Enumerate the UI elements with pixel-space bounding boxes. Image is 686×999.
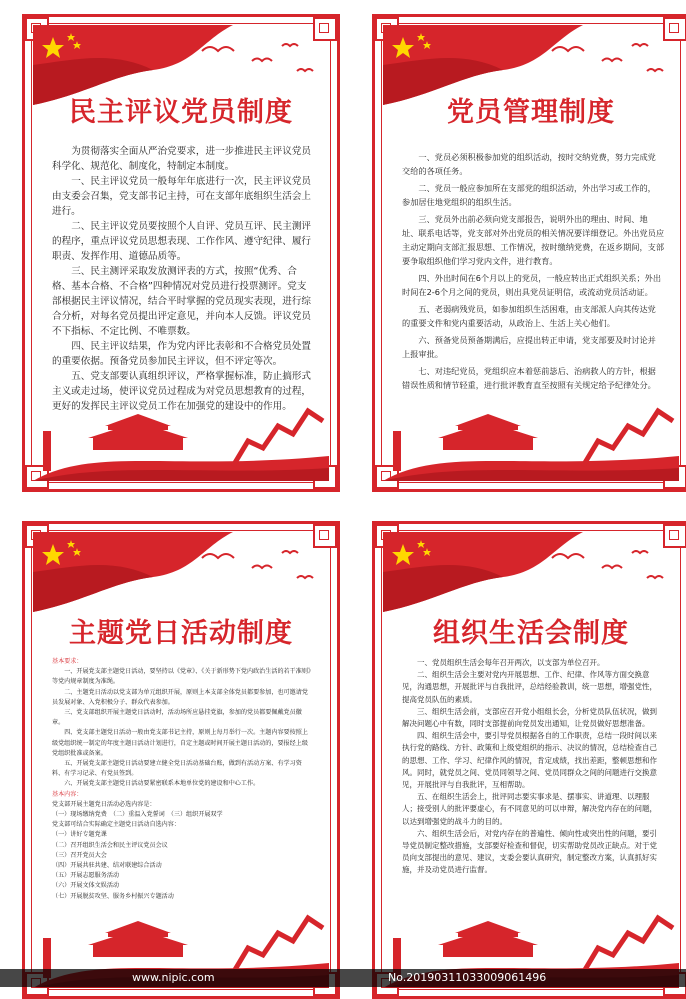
paragraph: 一、民主评议党员一般每年年底进行一次，民主评议党员由支委会召集，党支部书记主持，可在支部年底组织生活会上进行。 [52,176,312,217]
list-item: （三）召开党员大会 [52,851,107,859]
paragraph: 二、主题党日活动以党支部为单元组织开展，原则上本支部全体党员都要参加，也可邀请党员发展对象、入党积极分子、群众代表参加。 [52,688,308,706]
page-title: 民主评议党员制度 [69,97,293,128]
birds-icon [192,543,322,593]
paragraph: 党支部开展主题党日活动必选内容是： [52,800,156,808]
list-item: （一）现场缴纳党费 （二）重温入党誓词 （三）组织开展双学 [52,811,223,819]
paragraph: 党支部可结合实际确定主题党日活动自选内容： [52,821,180,829]
list-item: （二）召开组织生活会和民主评议党员会议 [52,841,168,849]
paragraph: 一、党员组织生活会每年召开两次，以支部为单位召开。 [417,658,605,667]
body-text [52,657,314,902]
watermark-id: No.20190311033009061496 [388,971,547,984]
paragraph: 为贯彻落实全面从严治党要求，进一步推进民主评议党员科学化、规范化、制度化，特制定本制度。 [52,146,312,172]
paragraph: 六、开展党支部主题党日活动要紧密联系本地单位党的建设和中心工作。 [64,780,260,788]
paragraph: 六、预备党员预备期满后，应提出转正申请，党支部要及时讨论并上报审批。 [402,335,656,359]
list-item: （五）开展志愿服务活动 [52,872,120,880]
section-heading: 基本要求： [52,658,83,665]
paragraph: 二、党员一般应参加所在支部党的组织活动，外出学习或工作的，参加居住地党组织的组织生活。 [402,183,656,207]
section-heading: 基本内容： [52,790,83,798]
board-democratic-evaluation [22,14,340,492]
board-member-management [372,14,686,492]
paragraph: 四、组织生活会中，要引导党员根据各自的工作职责，总结一段时间以来执行党的路线、方针、政策和上级党组织的指示、决议的情况，总结检查自己的思想、工作、学习、纪律作风的情况，肯定成绩，找出差距，整顿思想和作风。同时，就党员之间、党员同领导之间、党员同群众之间的问题进行交换意见，开展批评与自我批评，互相帮助。 [402,731,657,790]
page-title: 组织生活会制度 [433,618,629,649]
watermark-domain: www.nipic.com [132,971,215,984]
page-title: 主题党日活动制度 [69,618,293,649]
paragraph: 一、开展党支部主题党日活动，要坚持以《党章》、《关于新形势下党内政治生活的若干准则》等党内规章制度为准绳。 [52,668,311,686]
list-item: （六）开展文体文娱活动 [52,882,120,890]
paragraph: 四、党支部主题党日活动一般由党支部书记主持，原则上每月举行一次。主题内容要按照上级党组织统一制定的年度主题日活动计划进行，自定主题或时间开展主题日活动的，要报经上级党组织批准或备案。 [52,729,308,757]
birds-icon [542,543,672,593]
paragraph: 五、老弱病残党员，如参加组织生活困难，由支部派人向其传达党的重要文件和党内重要活动，从政治上、生活上关心他们。 [402,304,656,328]
paragraph: 一、党员必须积极参加党的组织活动，按时交纳党费，努力完成党交给的各项任务。 [402,152,656,176]
list-item: （一）讲好专题党课 [52,831,107,839]
paragraph: 三、组织生活会前，支部应召开党小组组长会，分析党员队伍状况，做到解决问题心中有数，同时支部提前向党员发出通知，让党员做好思想准备。 [402,706,657,729]
board-organizational-life [372,521,686,999]
tiananmen-great-wall-illustration [383,386,679,481]
page-title: 党员管理制度 [447,97,615,128]
birds-icon [192,36,322,86]
watermark-bar [0,969,686,987]
tiananmen-great-wall-illustration [33,386,329,481]
paragraph: 三、党支部组织开展主题党日活动时，活动场所应悬挂党旗，参加的党员都要佩戴党员徽章。 [52,709,302,727]
paragraph: 二、组织生活会主要对党内开展思想、工作、纪律、作风等方面交换意见，沟通思想，开展批评与自我批评，总结经验教训，统一思想，增强党性，提高党员队伍的素质。 [402,670,657,704]
paragraph: 五、在组织生活会上，批评同志要实事求是、摆事实、讲道理、以理服人；接受别人的批评要虚心，有不同意见的可以申辩，解决党内存在的问题，以达到增强党的战斗力的目的。 [402,792,657,826]
paragraph: 五、开展党支部主题党日活动要建立健全党日活动基础台账，做到有活动方案、有学习资料、有学习记录、有党员签到。 [52,760,302,778]
body-text [402,150,664,392]
birds-icon [542,36,672,86]
paragraph: 四、民主评议结果，作为党内评比表彰和不合格党员处置的重要依据。预备党员参加民主评议，但不评定等次。 [52,341,312,367]
paragraph: 七、对违纪党员，党组织应本着惩前毖后、治病救人的方针，根据错误性质和情节轻重，进行批评教育直至按照有关规定给予纪律处分。 [402,366,656,390]
paragraph: 三、民主测评采取发放测评表的方式，按照“优秀、合格、基本合格、不合格”四种情况对党员进行投票测评。党支部根据民主评议情况，结合平时掌握的党员现实表现，进行综合分析，对每名党员提出评定意见，并向本人反馈。评议党员不下指标、不定比例、不唯票数。 [52,266,312,337]
body-text [52,144,314,414]
list-item: （四）开展共驻共建、结对联建综合活动 [52,862,162,870]
paragraph: 六、组织生活会后，对党内存在的普遍性、倾向性或突出性的问题，要引导党员制定整改措施，支部要好检查和督促，切实帮助党员改正缺点。对于党员向支部提出的意见、建议，支委会要认真研究，制定整改方案，认真抓好实施，并及动党员进行监督。 [402,828,657,875]
board-theme-party-day [22,521,340,999]
paragraph: 二、民主评议党员要按照个人自评、党员互评、民主测评的程序，重点评议党员思想表现、工作作风、遵守纪律、履行职责、发挥作用、道德品质等。 [52,221,312,262]
paragraph: 三、党员外出前必须向党支部报告，说明外出的理由、时间、地址、联系电话等，党支部对外出党员的相关情况要详细登记。外出党员应主动定期向支部汇报思想、工作情况，按时缴纳党费，在返乡期间，支部要争取组织他们学习党内文件，进行教育。 [402,214,665,266]
paragraph: 四、外出时间在6个月以上的党员，一般应转出正式组织关系；外出时间在2-6个月之间的党员，则出具党员证明信，或流动党员活动证。 [402,273,662,297]
paragraph: 五、党支部要认真组织评议，严格掌握标准，防止搞形式主义或走过场，使评议党员过程成为对党员思想教育的过程，更好的发挥民主评议党员工作在加强党的建设中的作用。 [52,371,312,412]
body-text [402,657,664,877]
list-item: （七）开展脱贫攻坚、服务乡村振兴专题活动 [52,892,174,900]
